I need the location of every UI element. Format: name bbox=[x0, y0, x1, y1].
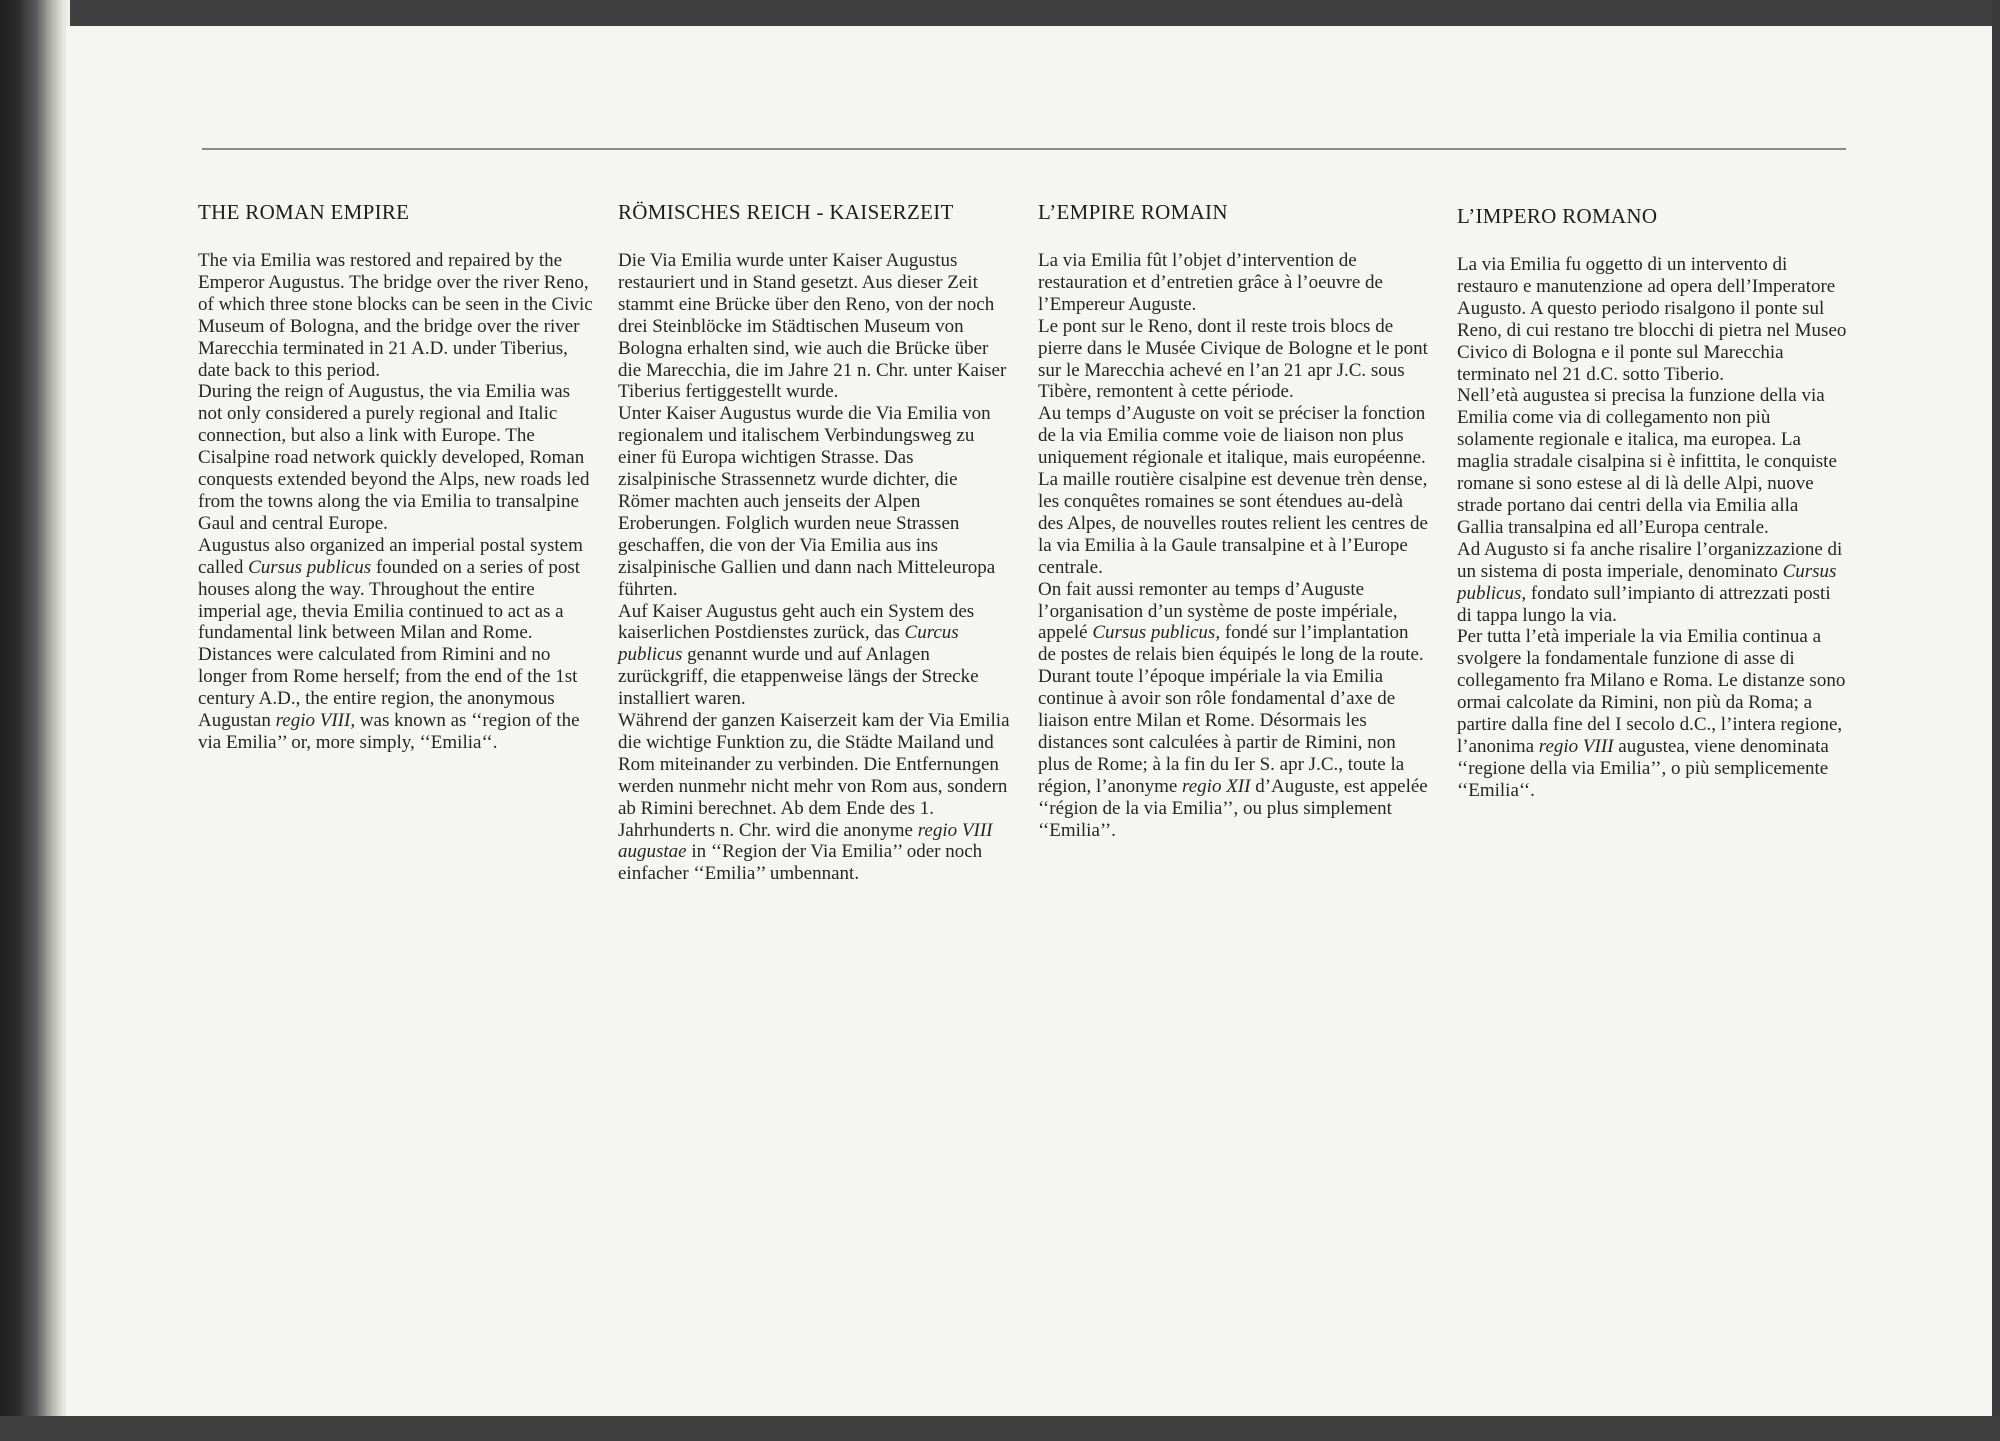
text-run: founded on a series of post houses along the way. Throughout the entire imperial age, thevia Emilia continued to act as a fundamental link between Milan and Rome. Distances were calculated from Rimini and no longer from Rome herself; from the end of the 1st century A.D., the entire region, the anonymous Augustan bbox=[198, 556, 581, 732]
page-edge-right bbox=[1992, 0, 2000, 1441]
italic-term: Cursus publicus, bbox=[1457, 560, 1837, 604]
paragraph bbox=[1457, 626, 1847, 801]
text-run: Ad Augusto si fa anche risalire l’organizzazione di un sistema di posta imperiale, denominato bbox=[1457, 538, 1843, 582]
paragraph bbox=[1038, 666, 1428, 841]
paragraph bbox=[1457, 539, 1847, 627]
text-run: Au temps d’Auguste on voit se préciser la fonction de la via Emilia comme voie de liaison non plus uniquement régionale et italique, mais européenne. La maille routière cisalpine est devenue trèn dense, les conquêtes romaines se sont étendues au-delà des Alpes, de nouvelles routes relient les centres de la via Emilia à la Gaule transalpine et à l’Europe centrale. bbox=[1038, 403, 1428, 578]
italic-term: regio XII bbox=[1182, 775, 1251, 797]
text-run: Auf Kaiser Augustus geht auch ein System des kaiserlichen Postdienstes zurück, das bbox=[618, 600, 975, 644]
text-run: was known as ‘‘region of the via Emilia’’ or, more simply, ‘‘Emilia‘‘. bbox=[198, 710, 580, 753]
italic-term: Curcus publicus bbox=[618, 622, 959, 666]
italic-term: regio VIII augustae bbox=[618, 819, 993, 863]
paragraph bbox=[618, 601, 1010, 711]
text-run: d’Auguste, est appelée ‘‘région de la via Emilia’’, ou plus simplement ‘‘Emilia’’. bbox=[1038, 775, 1428, 841]
paragraph bbox=[618, 710, 1010, 885]
column-body bbox=[198, 250, 598, 754]
bleed-through-header bbox=[280, 86, 1840, 136]
text-run: Durant toute l’époque impériale la via Emilia continue à avoir son rôle fondamental d’axe de liaison entre Milan et Rome. Désormais les distances sont calculées à partir de Rimini, non plus de Rome; à la fin du Ier S. apr J.C., toute la région, l’anonyme bbox=[1038, 666, 1405, 797]
page-edge-bottom bbox=[0, 1416, 2000, 1441]
text-run: La via Emilia fu oggetto di un intervento di restauro e manutenzione ad opera dell’Imperatore Augusto. A questo periodo risalgono il ponte sul Reno, di cui restano tre blocchi di pietra nel Museo Civico di Bologna e il ponte sul Marecchia terminato nel 21 d.C. sotto Tiberio. bbox=[1457, 254, 1847, 385]
text-run: Während der ganzen Kaiserzeit kam der Via Emilia die wichtige Funktion zu, die Städte Mailand und Rom miteinander zu verbinden. Die Entfernungen werden nunmehr nicht mehr von Rom aus, sondern ab Rimini berechnet. Ab dem Ende des 1. Jahrhunderts n. Chr. wird die anonyme bbox=[618, 710, 1010, 841]
italic-term: regio VIII, bbox=[275, 710, 356, 732]
column-italian bbox=[1457, 200, 1847, 802]
paragraph bbox=[1038, 316, 1428, 404]
text-run: fondato sull’impianto di attrezzati posti di tappa lungo la via. bbox=[1457, 582, 1831, 626]
italic-term: Cursus publicus, bbox=[1092, 622, 1221, 644]
text-run: La via Emilia fût l’objet d’intervention de restauration et d’entretien grâce à l’oeuvre de l’Empereur Auguste. bbox=[1038, 250, 1383, 315]
column-english bbox=[198, 200, 598, 754]
text-run: During the reign of Augustus, the via Emilia was not only considered a purely regional and Italic connection, but also a link with Europe. The Cisalpine road network quickly developed, Roman conquests extended beyond the Alps, new roads led from the towns along the via Emilia to transalpine Gaul and central Europe. bbox=[198, 381, 590, 534]
text-run: Nell’età augustea si precisa la funzione della via Emilia come via di collegamento non più solamente regionale e italica, ma europea. La maglia stradale cisalpina si è infittita, le conquiste romane si sono estese al di là delle Alpi, nuove strade portano dai centri della via Emilia alla Gallia transalpina ed all’Europa centrale. bbox=[1457, 385, 1837, 538]
text-run: On fait aussi remonter au temps d’Auguste l’organisation d’un système de poste impériale, appelé bbox=[1038, 578, 1398, 644]
text-run: augustea, viene denominata ‘‘regione della via Emilia’’, o più semplicemente ‘‘Emilia‘‘. bbox=[1457, 735, 1829, 801]
column-heading: RÖMISCHES REICH - KAISERZEIT bbox=[618, 200, 954, 224]
text-run: The via Emilia was restored and repaired by the Emperor Augustus. The bridge over the river Reno, of which three stone blocks can be seen in the Civic Museum of Bologna, and the bridge over the river Marecchia terminated in 21 A.D. under Tiberius, date back to this period. bbox=[198, 250, 593, 381]
column-body bbox=[1457, 254, 1847, 802]
column-heading: L’IMPERO ROMANO bbox=[1457, 204, 1658, 228]
text-run: genannt wurde und auf Anlagen zurückgriff, die etappenweise längs der Strecke installiert waren. bbox=[618, 644, 979, 710]
text-run: Le pont sur le Reno, dont il reste trois blocs de pierre dans le Musée Civique de Bologne et le pont sur le Marecchia achevé en l’an 21 apr J.C. sous Tibère, remontent à cette période. bbox=[1038, 315, 1428, 403]
text-run: in ‘‘Region der Via Emilia’’ oder noch einfacher ‘‘Emilia’’ umbennant. bbox=[618, 841, 983, 885]
paragraph bbox=[1038, 403, 1428, 578]
paragraph bbox=[1038, 579, 1428, 667]
column-heading: L’EMPIRE ROMAIN bbox=[1038, 200, 1228, 224]
paragraph bbox=[1457, 254, 1847, 385]
paragraph bbox=[198, 381, 598, 534]
text-run: Die Via Emilia wurde unter Kaiser Augustus restauriert und in Stand gesetzt. Aus dieser Zeit stammt eine Brücke über den Reno, von der noch drei Steinblöcke im Städtischen Museum von Bologna erhalten sind, wie auch die Brücke über die Marecchia, die im Jahre 21 n. Chr. unter Kaiser Tiberius fertiggestellt wurde. bbox=[618, 250, 1007, 403]
paragraph bbox=[1038, 250, 1428, 316]
paragraph bbox=[618, 250, 1010, 403]
text-run: Per tutta l’età imperiale la via Emilia continua a svolgere la fondamentale funzione di asse di collegamento fra Milano e Roma. Le distanze sono ormai calcolate da Rimini, non più da Roma; a partire dalla fine del I secolo d.C., l’intera regione, l’anonima bbox=[1457, 626, 1846, 757]
text-run: fondé sur l’implantation de postes de relais bien équipés le long de la route. bbox=[1038, 622, 1424, 666]
header-rule bbox=[202, 148, 1846, 150]
paragraph bbox=[1457, 385, 1847, 538]
paragraph bbox=[618, 403, 1010, 600]
column-body bbox=[1038, 250, 1428, 841]
book-spine bbox=[0, 0, 70, 1441]
column-heading: THE ROMAN EMPIRE bbox=[198, 200, 410, 224]
column-body bbox=[618, 250, 1010, 885]
column-french bbox=[1038, 200, 1428, 841]
italic-term: regio VIII bbox=[1538, 735, 1614, 757]
text-run: Augustus also organized an imperial postal system called bbox=[198, 534, 583, 578]
text-run: Unter Kaiser Augustus wurde die Via Emilia von regionalem und italischem Verbindungsweg zu einer fü Europa wichtigen Strasse. Das zisalpinische Strassennetz wurde dichter, die Römer machten auch jenseits der Alpen Eroberungen. Folglich wurden neue Strassen geschaffen, die von der Via Emilia aus ins zisalpinische Gallien und dann nach Mitteleuropa führten. bbox=[618, 403, 996, 600]
paragraph bbox=[198, 535, 598, 754]
italic-term: Cursus publicus bbox=[248, 556, 372, 578]
paragraph bbox=[198, 250, 598, 381]
column-german bbox=[618, 200, 1010, 885]
